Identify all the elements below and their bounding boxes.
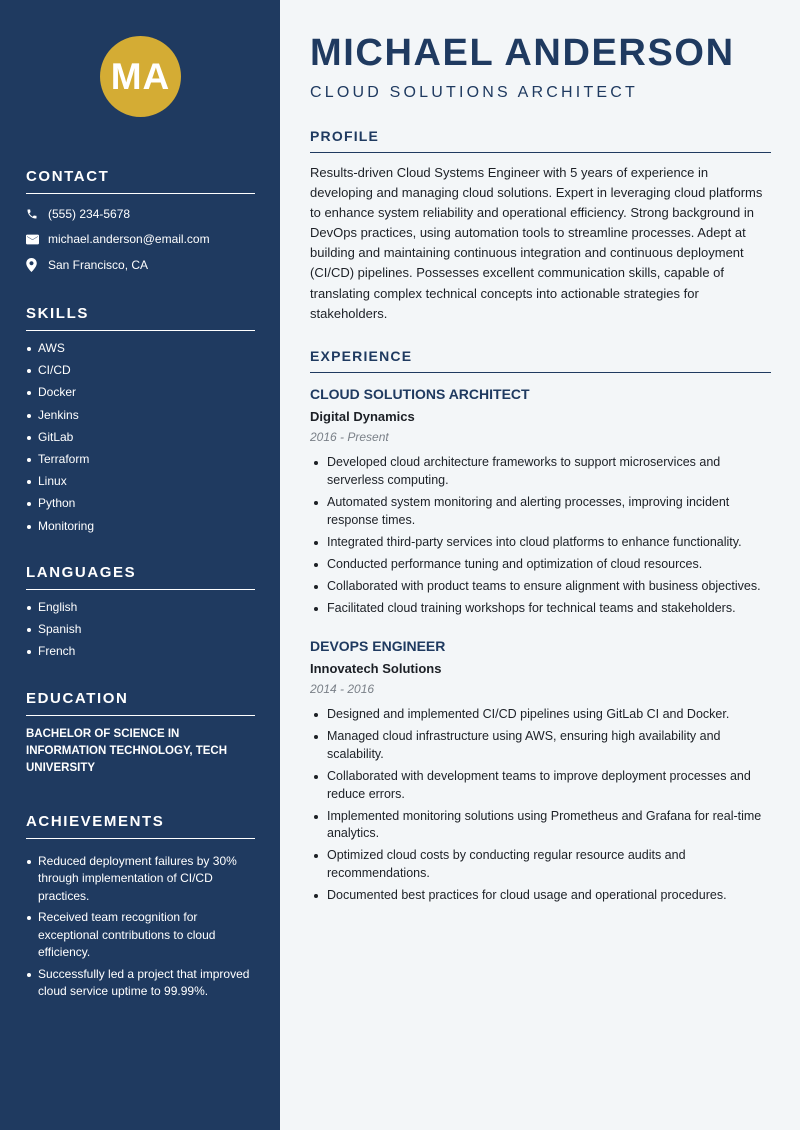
language-item: Spanish	[26, 621, 255, 643]
job-bullet: Facilitated cloud training workshops for technical teams and stakeholders.	[310, 600, 771, 618]
contact-location	[26, 252, 255, 278]
job-bullet: Designed and implemented CI/CD pipelines using GitLab CI and Docker.	[310, 706, 771, 724]
skill-item: Terraform	[26, 451, 255, 473]
location-pin-icon	[26, 258, 48, 272]
achievements-heading: ACHIEVEMENTS	[26, 813, 255, 839]
phone-icon	[26, 208, 48, 220]
skills-heading: SKILLS	[26, 305, 255, 331]
contact-heading: CONTACT	[26, 168, 255, 194]
job-bullet: Integrated third-party services into cloud platforms to enhance functionality.	[310, 534, 771, 552]
job-bullet: Collaborated with product teams to ensure alignment with business objectives.	[310, 578, 771, 596]
education-degree: BACHELOR OF SCIENCE IN INFORMATION TECHNOLOGY, TECH UNIVERSITY	[26, 728, 228, 774]
achievement-item: Reduced deployment failures by 30% through implementation of CI/CD practices.	[26, 853, 255, 905]
job-title: DEVOPS ENGINEER	[310, 638, 446, 654]
job-bullet: Automated system monitoring and alerting processes, improving incident response times.	[310, 494, 771, 530]
avatar: MA	[100, 36, 181, 117]
job-bullet: Implemented monitoring solutions using Prometheus and Grafana for real-time analytics.	[310, 808, 771, 844]
achievements-section	[26, 813, 255, 1005]
job-company: Digital Dynamics	[310, 409, 415, 424]
job-dates: 2014 - 2016	[310, 682, 375, 696]
phone-text: (555) 234-5678	[48, 206, 131, 221]
candidate-title: CLOUD SOLUTIONS ARCHITECT	[310, 84, 639, 101]
skill-item: CI/CD	[26, 362, 255, 384]
job-bullet: Documented best practices for cloud usage and operational procedures.	[310, 887, 771, 905]
job-title: CLOUD SOLUTIONS ARCHITECT	[310, 386, 530, 402]
skill-item: Jenkins	[26, 407, 255, 429]
job-bullet: Conducted performance tuning and optimization of cloud resources.	[310, 556, 771, 574]
experience-heading: EXPERIENCE	[310, 348, 771, 373]
job-company: Innovatech Solutions	[310, 661, 442, 676]
skill-item: Monitoring	[26, 518, 255, 540]
job-dates: 2016 - Present	[310, 430, 389, 444]
location-text: San Francisco, CA	[48, 257, 149, 272]
contact-phone	[26, 201, 255, 227]
contact-email	[26, 227, 255, 253]
education-heading: EDUCATION	[26, 690, 255, 716]
language-item: French	[26, 643, 255, 665]
contact-section	[26, 168, 255, 278]
sidebar	[0, 0, 280, 1130]
profile-text: Results-driven Cloud Systems Engineer with 5 years of experience in developing and managing cloud solutions. Expert in leveraging cloud platforms to enhance system reliability and operational efficiency. Strong background in DevOps practices, using automation tools to streamline processes. Adept at building and maintaining continuous integration and continuous deployment (CI/CD) pipelines. Possesses excellent communication skills, capable of translating complex technical concepts into actionable strategies for stakeholders.	[310, 165, 763, 321]
achievement-item: Successfully led a project that improved cloud service uptime to 99.99%.	[26, 966, 255, 1001]
language-item: English	[26, 599, 255, 621]
job-entry	[310, 638, 771, 909]
skill-item: Linux	[26, 473, 255, 495]
email-icon	[26, 234, 48, 245]
languages-heading: LANGUAGES	[26, 564, 255, 590]
profile-heading: PROFILE	[310, 128, 771, 153]
achievement-item: Received team recognition for exceptional contributions to cloud efficiency.	[26, 909, 255, 961]
job-bullet: Developed cloud architecture frameworks to support microservices and serverless computing.	[310, 454, 771, 490]
job-bullet: Optimized cloud costs by conducting regular resource audits and recommendations.	[310, 847, 771, 883]
job-bullet: Collaborated with development teams to improve deployment processes and reduce errors.	[310, 768, 771, 804]
skill-item: Docker	[26, 384, 255, 406]
skill-item: Python	[26, 495, 255, 517]
education-section	[26, 690, 255, 777]
candidate-name: MICHAEL ANDERSON	[310, 32, 735, 74]
skill-item: GitLab	[26, 429, 255, 451]
languages-section	[26, 564, 255, 666]
email-text: michael.anderson@email.com	[48, 232, 210, 247]
job-entry	[310, 386, 771, 622]
skill-item: AWS	[26, 340, 255, 362]
job-bullet: Managed cloud infrastructure using AWS, ensuring high availability and scalability.	[310, 728, 771, 764]
skills-section	[26, 305, 255, 540]
